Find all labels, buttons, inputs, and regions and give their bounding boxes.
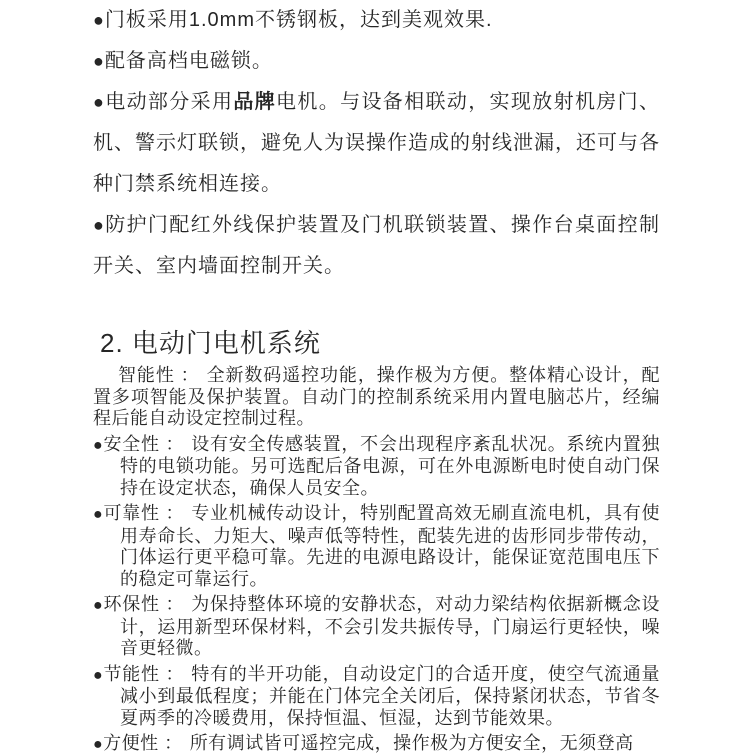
- feature-term: 方便性 ：: [103, 733, 183, 753]
- bullet-item-protection-devices: [93, 205, 660, 287]
- bullet-icon: ●: [93, 597, 104, 614]
- bullet-icon: ●: [93, 51, 105, 71]
- paragraph-intelligence: [93, 365, 660, 430]
- feature-term: 环保性 ：: [103, 594, 185, 614]
- section-heading-motor-system: 2. 电动门电机系统: [100, 328, 321, 358]
- bullet-item-eco-friendly: [93, 594, 660, 660]
- feature-term: 节能性 ：: [103, 663, 185, 684]
- feature-term: 安全性 ：: [103, 433, 185, 454]
- door-feature-bullet-list: [93, 0, 660, 287]
- feature-body: 专业机械传动设计，特别配置高效无刷直流电机，具有使用寿命长、力矩大、噪声低等特性，配装先进的齿形同步带传动，门体运行更平稳可靠。先进的电源电路设计，能保证宽范围电压下的稳定可靠运行。: [120, 503, 660, 589]
- feature-body: 所有调试皆可遥控完成，操作极为方便安全，无须登高: [189, 733, 634, 753]
- bullet-icon: ●: [93, 10, 105, 30]
- motor-system-feature-list: [93, 365, 660, 756]
- bullet-icon: ●: [93, 436, 104, 454]
- feature-body: 特有的半开功能，自动设定门的合适开度，使空气流通量减小到最低程度；并能在门体完全关闭后，保持紧闭状态，节省冬夏两季的冷暖费用，保持恒温、恒湿，达到节能效果。: [120, 663, 660, 728]
- bullet-item-convenience: [93, 733, 660, 756]
- bullet-item-reliability: [93, 503, 660, 590]
- bullet-item-safety: [93, 434, 660, 500]
- feature-body: 设有安全传感装置，不会出现程序紊乱状况。系统内置独特的电锁功能。另可选配后备电源，可在外电源断电时使自动门保持在设定状态，确保人员安全。: [120, 433, 660, 498]
- bullet-icon: ●: [93, 736, 104, 753]
- bullet-text: 配备高档电磁锁。: [104, 50, 273, 72]
- bullet-icon: ●: [93, 215, 106, 235]
- feature-body: 为保持整体环境的安静状态，对动力梁结构依据新概念设计，运用新型环保材料，不会引发共振传导，门扇运行更轻快，噪音更轻微。: [120, 594, 660, 658]
- bullet-item-energy-saving: [93, 664, 660, 730]
- bullet-item-magnetic-lock: [93, 41, 660, 82]
- feature-body: 全新数码遥控功能，操作极为方便。整体精心设计，配置多项智能及保护装置。自动门的控制系统采用内置电脑芯片，经编程后能自动设定控制过程。: [93, 365, 660, 428]
- bullet-text-bold: 品牌: [233, 91, 277, 113]
- bullet-text: 门板采用1.0mm不锈钢板，达到美观效果.: [104, 9, 493, 31]
- bullet-item-motor-interlock: [93, 82, 660, 205]
- bullet-item-door-panel: [93, 0, 660, 41]
- feature-term: 可靠性 ：: [103, 503, 185, 523]
- bullet-icon: ●: [93, 506, 104, 523]
- bullet-icon: ●: [93, 666, 104, 684]
- bullet-text: 防护门配红外线保护装置及门机联锁装置、操作台桌面控制开关、室内墙面控制开关。: [93, 214, 661, 277]
- bullet-text-post: 电机。与设备相联动，实现放射机房门、机、警示灯联锁，避免人为误操作造成的射线泄漏，还可与各种门禁系统相连接。: [93, 91, 661, 195]
- bullet-icon: ●: [93, 92, 106, 112]
- feature-term: 智能性 ：: [118, 365, 200, 385]
- bullet-text-pre: 电动部分采用: [105, 91, 234, 113]
